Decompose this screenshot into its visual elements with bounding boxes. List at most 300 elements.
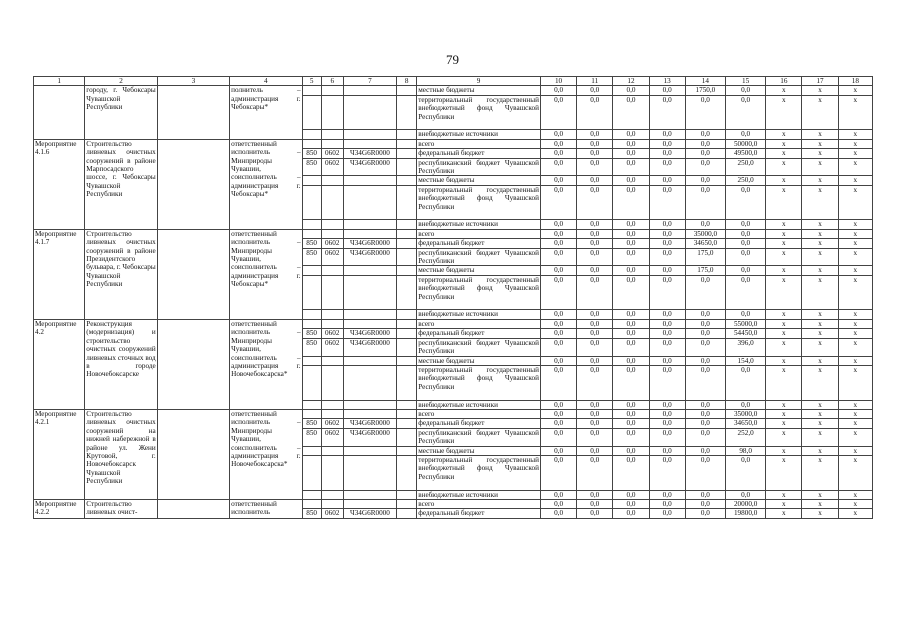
amount-cell: x: [802, 275, 838, 310]
kbk-grbs: [302, 139, 321, 148]
kbk-type: [397, 490, 417, 499]
amount-cell: x: [802, 229, 838, 238]
kbk-target: [343, 139, 396, 148]
table-row: [34, 409, 873, 418]
amount-cell: 0,0: [613, 419, 649, 428]
kbk-type: [397, 185, 417, 220]
funding-source: всего: [417, 229, 541, 238]
amount-cell: 0,0: [540, 248, 576, 266]
col3-empty: [157, 319, 229, 409]
amount-cell: 0,0: [540, 86, 576, 95]
amount-cell: 49500,0: [726, 149, 766, 158]
amount-cell: 0,0: [577, 446, 613, 455]
amount-cell: 0,0: [577, 509, 613, 518]
col-header: 7: [343, 77, 396, 86]
amount-cell: x: [838, 176, 872, 185]
amount-cell: 0,0: [577, 220, 613, 229]
amount-cell: 0,0: [649, 158, 685, 176]
amount-cell: 0,0: [613, 409, 649, 418]
kbk-target: [343, 499, 396, 508]
kbk-section: 0602: [321, 149, 343, 158]
amount-cell: 0,0: [613, 149, 649, 158]
kbk-section: 0602: [321, 158, 343, 176]
amount-cell: x: [838, 455, 872, 490]
amount-cell: 0,0: [685, 509, 725, 518]
kbk-grbs: [302, 185, 321, 220]
kbk-type: [397, 419, 417, 428]
amount-cell: 0,0: [540, 455, 576, 490]
amount-cell: 154,0: [726, 356, 766, 365]
kbk-target: [343, 220, 396, 229]
kbk-grbs: [302, 266, 321, 275]
amount-cell: 0,0: [613, 499, 649, 508]
amount-cell: 250,0: [726, 176, 766, 185]
amount-cell: 0,0: [649, 266, 685, 275]
kbk-target: [343, 310, 396, 319]
kbk-grbs: [302, 356, 321, 365]
amount-cell: x: [802, 446, 838, 455]
kbk-section: [321, 95, 343, 130]
kbk-grbs: 850: [302, 149, 321, 158]
amount-cell: x: [766, 239, 802, 248]
amount-cell: x: [802, 319, 838, 328]
kbk-type: [397, 229, 417, 238]
amount-cell: x: [838, 310, 872, 319]
kbk-section: [321, 365, 343, 400]
amount-cell: 0,0: [577, 419, 613, 428]
amount-cell: 0,0: [685, 176, 725, 185]
kbk-target: [343, 130, 396, 139]
amount-cell: 0,0: [649, 455, 685, 490]
amount-cell: 50000,0: [726, 139, 766, 148]
amount-cell: x: [838, 329, 872, 338]
funding-source: местные бюджеты: [417, 356, 541, 365]
amount-cell: 0,0: [649, 446, 685, 455]
kbk-section: [321, 229, 343, 238]
amount-cell: x: [766, 220, 802, 229]
event-name: Строительство ливневых очистных сооружений на нижней набережной в районе ул. Жени Крутовой, г. Новочебоксарск Чувашской Республики: [85, 409, 157, 499]
event-executor: ответственный исполнитель – Минприроды Чувашии, соисполнитель – администрация г. Чебоксары*: [230, 229, 302, 319]
amount-cell: 0,0: [726, 455, 766, 490]
kbk-grbs: 850: [302, 329, 321, 338]
amount-cell: 0,0: [649, 319, 685, 328]
kbk-target: [343, 356, 396, 365]
amount-cell: 0,0: [613, 229, 649, 238]
amount-cell: 0,0: [649, 428, 685, 446]
col-header: 14: [685, 77, 725, 86]
amount-cell: 0,0: [726, 86, 766, 95]
funding-source: территориальный государственный внебюджетный фонд Чувашской Республики: [417, 455, 541, 490]
col-header: 4: [230, 77, 302, 86]
funding-source: федеральный бюджет: [417, 329, 541, 338]
amount-cell: 0,0: [613, 446, 649, 455]
event-id: Мероприятие 4.2.2: [34, 499, 85, 518]
col-header: 9: [417, 77, 541, 86]
amount-cell: 0,0: [577, 356, 613, 365]
kbk-grbs: [302, 220, 321, 229]
amount-cell: x: [766, 338, 802, 356]
funding-source: республиканский бюджет Чувашской Республики: [418, 428, 539, 446]
amount-cell: 0,0: [726, 95, 766, 130]
amount-cell: x: [766, 158, 802, 176]
kbk-section: [321, 266, 343, 275]
amount-cell: x: [766, 319, 802, 328]
amount-cell: x: [838, 409, 872, 418]
amount-cell: x: [802, 400, 838, 409]
amount-cell: x: [766, 356, 802, 365]
amount-cell: 0,0: [577, 248, 613, 266]
amount-cell: 0,0: [540, 185, 576, 220]
kbk-target: [343, 176, 396, 185]
kbk-grbs: [302, 229, 321, 238]
amount-cell: 0,0: [726, 365, 766, 400]
amount-cell: 0,0: [613, 86, 649, 95]
amount-cell: x: [838, 419, 872, 428]
amount-cell: x: [838, 499, 872, 508]
kbk-type: [397, 239, 417, 248]
amount-cell: 0,0: [649, 275, 685, 310]
kbk-grbs: [302, 176, 321, 185]
col-header: 6: [321, 77, 343, 86]
funding-source: республиканский бюджет Чувашской Республики: [418, 248, 539, 266]
amount-cell: 0,0: [685, 365, 725, 400]
amount-cell: 0,0: [577, 86, 613, 95]
kbk-grbs: [302, 130, 321, 139]
event-name: Строительство ливневых очистных сооружений в районе Президентского бульвара, г. Чебоксары Чувашской Республики: [85, 229, 157, 319]
amount-cell: x: [766, 490, 802, 499]
kbk-target: Ч34G6R0000: [343, 248, 396, 266]
amount-cell: x: [766, 95, 802, 130]
event-id: Мероприятие 4.1.7: [34, 229, 85, 319]
amount-cell: 0,0: [685, 455, 725, 490]
amount-cell: 0,0: [577, 266, 613, 275]
kbk-grbs: [302, 310, 321, 319]
amount-cell: x: [802, 220, 838, 229]
amount-cell: 0,0: [613, 95, 649, 130]
kbk-grbs: [302, 499, 321, 508]
kbk-section: [321, 185, 343, 220]
amount-cell: 0,0: [577, 400, 613, 409]
amount-cell: x: [838, 275, 872, 310]
funding-source: территориальный государственный внебюджетный фонд Чувашской Республики: [417, 185, 541, 220]
kbk-section: [321, 176, 343, 185]
col-header: 12: [613, 77, 649, 86]
amount-cell: x: [766, 419, 802, 428]
funding-source: территориальный государственный внебюджетный фонд Чувашской Республики: [417, 95, 541, 130]
column-number-header: [34, 77, 873, 86]
amount-cell: 0,0: [540, 338, 576, 356]
funding-source: всего: [417, 499, 541, 508]
table-row: [34, 319, 873, 328]
amount-cell: x: [766, 266, 802, 275]
amount-cell: 0,0: [613, 176, 649, 185]
col-header: 8: [397, 77, 417, 86]
col-header: 5: [302, 77, 321, 86]
funding-source: внебюджетные источники: [417, 400, 541, 409]
kbk-grbs: [302, 95, 321, 130]
amount-cell: 0,0: [540, 239, 576, 248]
amount-cell: 0,0: [613, 275, 649, 310]
amount-cell: x: [766, 139, 802, 148]
event-id: [34, 86, 85, 139]
amount-cell: 0,0: [613, 400, 649, 409]
kbk-section: [321, 446, 343, 455]
col3-empty: [157, 409, 229, 499]
kbk-section: 0602: [321, 248, 343, 266]
amount-cell: 0,0: [613, 509, 649, 518]
amount-cell: 0,0: [613, 248, 649, 266]
amount-cell: x: [766, 499, 802, 508]
kbk-grbs: [302, 365, 321, 400]
amount-cell: 0,0: [726, 185, 766, 220]
amount-cell: 396,0: [726, 338, 766, 356]
amount-cell: 0,0: [540, 158, 576, 176]
kbk-type: [397, 266, 417, 275]
kbk-grbs: [302, 409, 321, 418]
amount-cell: 0,0: [613, 428, 649, 446]
kbk-section: 0602: [321, 239, 343, 248]
amount-cell: x: [838, 86, 872, 95]
amount-cell: 0,0: [685, 338, 725, 356]
event-id: Мероприятие 4.2.1: [34, 409, 85, 499]
amount-cell: 35000,0: [726, 409, 766, 418]
amount-cell: 0,0: [685, 319, 725, 328]
amount-cell: x: [766, 409, 802, 418]
amount-cell: 0,0: [649, 365, 685, 400]
kbk-grbs: [302, 319, 321, 328]
amount-cell: 0,0: [685, 409, 725, 418]
kbk-type: [397, 365, 417, 400]
kbk-section: [321, 490, 343, 499]
kbk-target: [343, 400, 396, 409]
col-header: 2: [85, 77, 157, 86]
col-header: 11: [577, 77, 613, 86]
funding-source: местные бюджеты: [417, 266, 541, 275]
col3-empty: [157, 229, 229, 319]
amount-cell: 0,0: [577, 455, 613, 490]
kbk-type: [397, 319, 417, 328]
amount-cell: 0,0: [649, 149, 685, 158]
col-header: 10: [540, 77, 576, 86]
amount-cell: 0,0: [726, 310, 766, 319]
amount-cell: 0,0: [685, 139, 725, 148]
amount-cell: 0,0: [685, 446, 725, 455]
amount-cell: 250,0: [726, 158, 766, 176]
kbk-target: Ч34G6R0000: [343, 419, 396, 428]
amount-cell: 0,0: [577, 365, 613, 400]
amount-cell: 0,0: [577, 185, 613, 220]
amount-cell: 175,0: [685, 248, 725, 266]
col-header: 1: [34, 77, 85, 86]
amount-cell: 0,0: [613, 239, 649, 248]
amount-cell: x: [838, 185, 872, 220]
kbk-section: [321, 130, 343, 139]
amount-cell: 0,0: [649, 310, 685, 319]
amount-cell: x: [766, 248, 802, 266]
amount-cell: 0,0: [613, 310, 649, 319]
amount-cell: x: [838, 365, 872, 400]
kbk-target: Ч34G6R0000: [343, 329, 396, 338]
amount-cell: x: [802, 419, 838, 428]
amount-cell: 0,0: [649, 130, 685, 139]
amount-cell: 0,0: [685, 185, 725, 220]
amount-cell: 0,0: [577, 239, 613, 248]
amount-cell: x: [838, 338, 872, 356]
amount-cell: x: [802, 310, 838, 319]
funding-source: местные бюджеты: [417, 176, 541, 185]
amount-cell: 0,0: [726, 130, 766, 139]
amount-cell: 0,0: [577, 149, 613, 158]
amount-cell: x: [766, 310, 802, 319]
amount-cell: 0,0: [540, 409, 576, 418]
amount-cell: 0,0: [577, 229, 613, 238]
funding-source: республиканский бюджет Чувашской Республики: [418, 158, 539, 176]
amount-cell: 0,0: [540, 419, 576, 428]
amount-cell: 175,0: [685, 266, 725, 275]
amount-cell: 0,0: [540, 266, 576, 275]
amount-cell: 0,0: [726, 275, 766, 310]
kbk-section: [321, 139, 343, 148]
amount-cell: 0,0: [613, 130, 649, 139]
amount-cell: 0,0: [649, 139, 685, 148]
funding-source: территориальный государственный внебюджетный фонд Чувашской Республики: [417, 365, 541, 400]
amount-cell: x: [766, 329, 802, 338]
amount-cell: 0,0: [613, 220, 649, 229]
amount-cell: 0,0: [540, 275, 576, 310]
amount-cell: 0,0: [685, 275, 725, 310]
kbk-grbs: 850: [302, 248, 321, 266]
kbk-type: [397, 310, 417, 319]
amount-cell: 0,0: [649, 176, 685, 185]
amount-cell: 0,0: [540, 446, 576, 455]
kbk-section: [321, 86, 343, 95]
amount-cell: 0,0: [577, 338, 613, 356]
amount-cell: 0,0: [685, 310, 725, 319]
amount-cell: 0,0: [540, 176, 576, 185]
event-id: Мероприятие 4.2: [34, 319, 85, 409]
amount-cell: x: [766, 185, 802, 220]
kbk-section: [321, 455, 343, 490]
kbk-section: [321, 310, 343, 319]
kbk-target: [343, 95, 396, 130]
kbk-section: [321, 220, 343, 229]
amount-cell: x: [802, 266, 838, 275]
amount-cell: x: [766, 365, 802, 400]
funding-source: внебюджетные источники: [417, 130, 541, 139]
kbk-grbs: 850: [302, 428, 321, 446]
kbk-grbs: 850: [302, 239, 321, 248]
amount-cell: 0,0: [649, 220, 685, 229]
funding-source: всего: [417, 319, 541, 328]
amount-cell: x: [766, 455, 802, 490]
funding-source: федеральный бюджет: [417, 509, 541, 518]
amount-cell: x: [802, 428, 838, 446]
kbk-target: [343, 86, 396, 95]
funding-source: федеральный бюджет: [417, 149, 541, 158]
amount-cell: 0,0: [685, 428, 725, 446]
table-body: [34, 86, 873, 518]
amount-cell: 0,0: [577, 139, 613, 148]
event-executor: ответственный исполнитель – Минприроды Чувашии, соисполнитель – администрация г. Новочебоксарска*: [230, 319, 302, 409]
kbk-target: Ч34G6R0000: [343, 428, 396, 446]
kbk-type: [397, 139, 417, 148]
amount-cell: x: [766, 130, 802, 139]
amount-cell: 0,0: [613, 365, 649, 400]
amount-cell: 0,0: [540, 220, 576, 229]
amount-cell: x: [802, 409, 838, 418]
amount-cell: x: [838, 266, 872, 275]
amount-cell: 0,0: [685, 356, 725, 365]
amount-cell: x: [838, 248, 872, 266]
amount-cell: 0,0: [649, 356, 685, 365]
kbk-type: [397, 338, 417, 356]
amount-cell: 0,0: [649, 239, 685, 248]
amount-cell: 0,0: [577, 499, 613, 508]
amount-cell: x: [766, 446, 802, 455]
amount-cell: 0,0: [540, 139, 576, 148]
amount-cell: x: [802, 356, 838, 365]
event-executor: ответственный исполнитель: [230, 499, 302, 518]
amount-cell: 0,0: [649, 229, 685, 238]
amount-cell: x: [766, 428, 802, 446]
amount-cell: 0,0: [577, 275, 613, 310]
amount-cell: 0,0: [540, 95, 576, 130]
kbk-section: 0602: [321, 428, 343, 446]
amount-cell: 0,0: [726, 239, 766, 248]
amount-cell: 0,0: [613, 266, 649, 275]
amount-cell: 34650,0: [726, 419, 766, 428]
kbk-grbs: [302, 400, 321, 409]
amount-cell: 0,0: [613, 319, 649, 328]
amount-cell: 0,0: [726, 229, 766, 238]
amount-cell: 0,0: [649, 499, 685, 508]
amount-cell: 0,0: [577, 310, 613, 319]
kbk-section: [321, 499, 343, 508]
kbk-type: [397, 130, 417, 139]
funding-source: внебюджетные источники: [417, 220, 541, 229]
amount-cell: 0,0: [649, 95, 685, 130]
funding-source: федеральный бюджет: [417, 419, 541, 428]
amount-cell: 0,0: [540, 365, 576, 400]
kbk-type: [397, 455, 417, 490]
event-name: Строительство ливневых очист-: [85, 499, 157, 518]
kbk-type: [397, 176, 417, 185]
kbk-grbs: 850: [302, 158, 321, 176]
kbk-section: [321, 409, 343, 418]
amount-cell: 0,0: [685, 158, 725, 176]
amount-cell: x: [838, 509, 872, 518]
table-row: [34, 499, 873, 508]
amount-cell: 0,0: [613, 338, 649, 356]
amount-cell: 0,0: [649, 509, 685, 518]
amount-cell: x: [802, 149, 838, 158]
col-header: 18: [838, 77, 872, 86]
amount-cell: 0,0: [685, 149, 725, 158]
amount-cell: x: [838, 130, 872, 139]
amount-cell: 0,0: [540, 310, 576, 319]
amount-cell: 0,0: [613, 356, 649, 365]
amount-cell: 0,0: [540, 490, 576, 499]
amount-cell: 0,0: [540, 356, 576, 365]
amount-cell: x: [802, 365, 838, 400]
amount-cell: x: [766, 149, 802, 158]
kbk-target: [343, 446, 396, 455]
funding-source: территориальный государственный внебюджетный фонд Чувашской Республики: [417, 275, 541, 310]
funding-source: местные бюджеты: [417, 446, 541, 455]
amount-cell: 0,0: [649, 86, 685, 95]
amount-cell: x: [838, 239, 872, 248]
kbk-type: [397, 86, 417, 95]
